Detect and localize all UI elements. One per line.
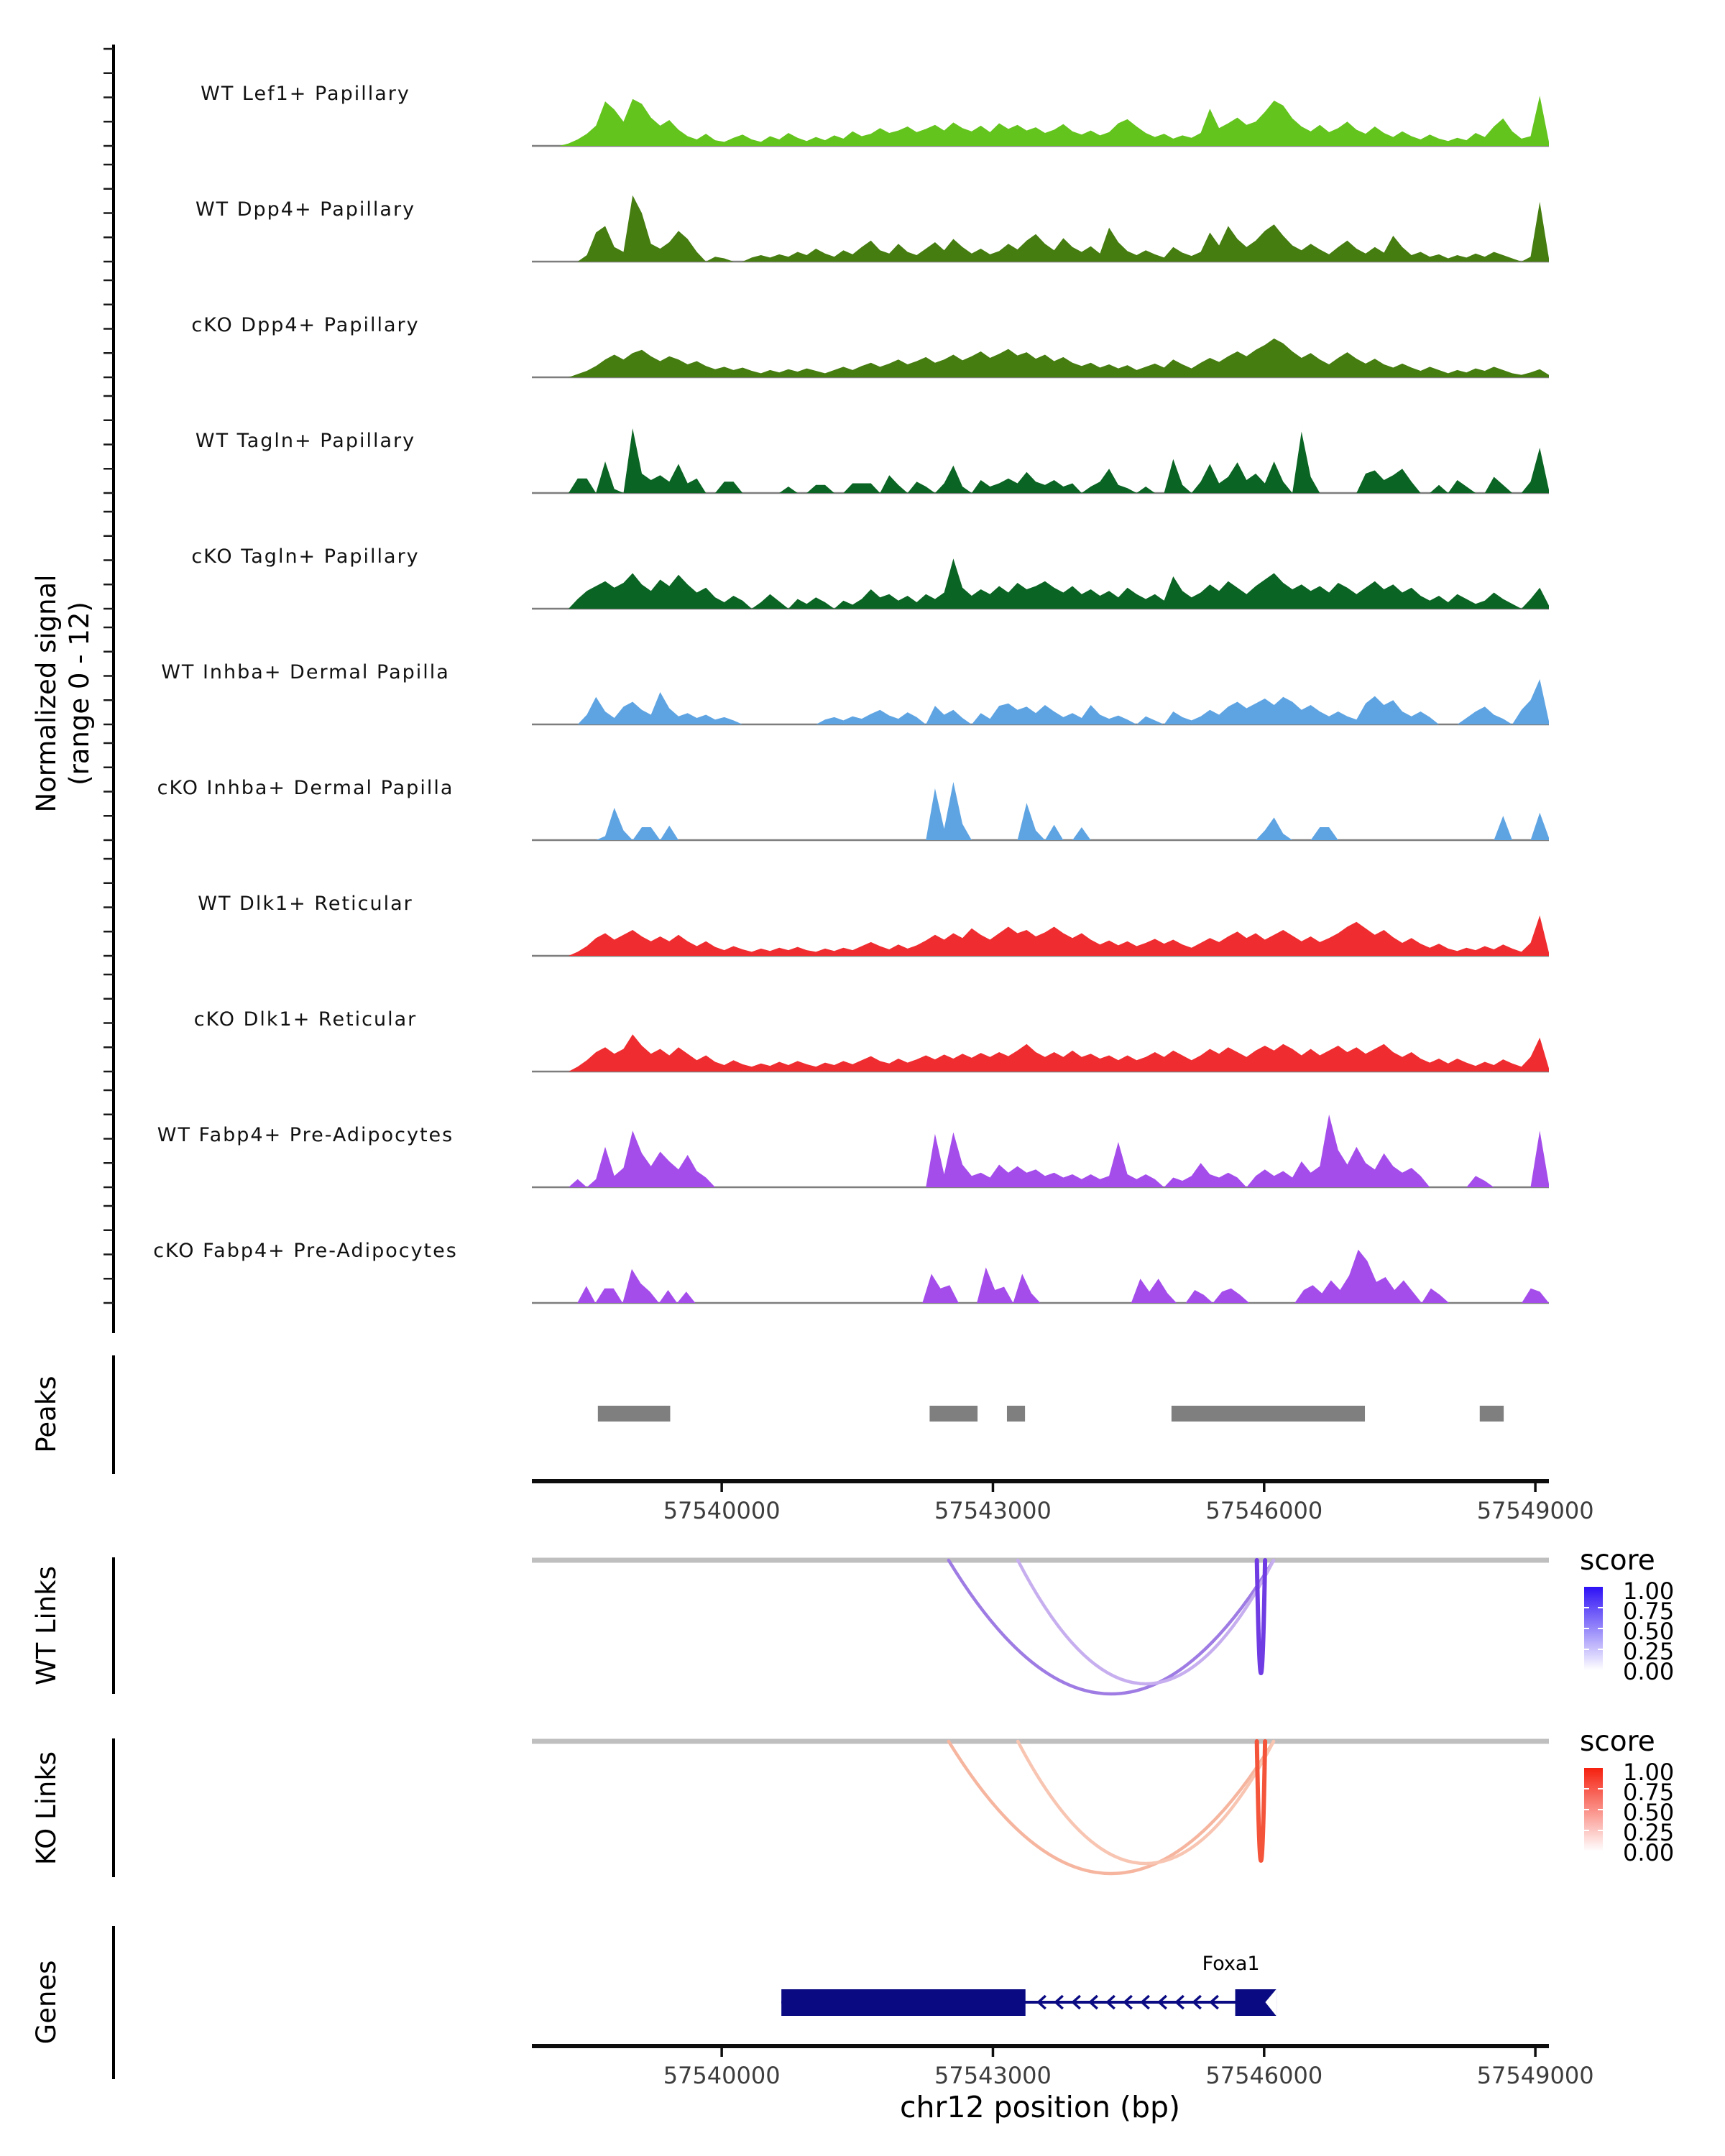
peak-interval <box>929 1406 978 1422</box>
score-legend-tick-label: 0.00 <box>1623 1839 1675 1866</box>
signal-area <box>532 782 1549 840</box>
signal-area <box>532 558 1549 609</box>
track-label: cKO Tagln+ Papillary <box>191 545 420 568</box>
score-legend-tick-label: 0.75 <box>1623 1598 1675 1625</box>
track-label: WT Fabp4+ Pre-Adipocytes <box>157 1124 454 1146</box>
genome-axis-tick-label: 57546000 <box>1205 2062 1323 2089</box>
score-legend-tick-label: 0.75 <box>1623 1779 1675 1806</box>
signal-area <box>532 1115 1549 1187</box>
signal-area <box>532 428 1549 493</box>
signal-area <box>532 916 1549 956</box>
track-label: WT Dpp4+ Papillary <box>195 198 416 221</box>
score-legend-tick-label: 0.00 <box>1623 1658 1675 1685</box>
y-axis-label-line1: Normalized signal <box>31 574 62 813</box>
signal-area <box>532 1250 1549 1303</box>
section-label-ko-links: KO Links <box>30 1751 62 1866</box>
section-label-peaks: Peaks <box>30 1376 62 1453</box>
peak-interval <box>598 1406 671 1422</box>
track-label: cKO Dpp4+ Papillary <box>191 314 420 336</box>
track-label: WT Dlk1+ Reticular <box>198 893 413 915</box>
score-legend-tick-label: 0.50 <box>1623 1799 1675 1826</box>
signal-area <box>532 96 1549 146</box>
track-label: cKO Inhba+ Dermal Papilla <box>157 777 454 799</box>
track-label: WT Tagln+ Papillary <box>195 430 416 452</box>
score-legend-tick-label: 0.25 <box>1623 1638 1675 1665</box>
genome-axis-tick-label: 57543000 <box>934 2062 1052 2089</box>
score-legend-tick-label: 0.50 <box>1623 1618 1675 1645</box>
section-label-genes: Genes <box>30 1960 62 2045</box>
score-legend-tick-label: 1.00 <box>1623 1759 1675 1786</box>
gene-name-label: Foxa1 <box>1202 1953 1260 1975</box>
ko-links-arc <box>1018 1741 1274 1864</box>
track-label: cKO Fabp4+ Pre-Adipocytes <box>153 1240 458 1262</box>
track-label: WT Inhba+ Dermal Papilla <box>161 661 450 683</box>
peak-interval <box>1480 1406 1504 1422</box>
signal-area <box>532 195 1549 262</box>
genome-axis-tick-label: 57549000 <box>1476 2062 1594 2089</box>
wt-links-arc <box>1257 1560 1265 1673</box>
section-label-wt-links: WT Links <box>30 1566 62 1685</box>
genome-axis-tick-label: 57543000 <box>934 1497 1052 1524</box>
gene-exon <box>781 1989 1026 2016</box>
score-legend-tick-label: 0.25 <box>1623 1819 1675 1846</box>
signal-area <box>532 1034 1549 1072</box>
genome-axis-tick-label: 57546000 <box>1205 1497 1323 1524</box>
genome-axis-tick-label: 57540000 <box>663 2062 781 2089</box>
peak-interval <box>1172 1406 1365 1422</box>
genome-axis-tick-label: 57540000 <box>663 1497 781 1524</box>
track-label: WT Lef1+ Papillary <box>201 83 410 105</box>
y-axis-label-line2: (range 0 - 12) <box>64 602 95 786</box>
signal-area <box>532 679 1549 724</box>
score-legend-tick-label: 1.00 <box>1623 1577 1675 1605</box>
track-label: cKO Dlk1+ Reticular <box>193 1008 418 1031</box>
peak-interval <box>1007 1406 1025 1422</box>
wt-links-arc <box>1018 1560 1274 1684</box>
x-axis-label: chr12 position (bp) <box>899 2090 1181 2124</box>
signal-area <box>532 338 1549 377</box>
genome-axis-tick-label: 57549000 <box>1476 1497 1594 1524</box>
score-legend-title: score <box>1580 1544 1655 1577</box>
score-legend-title: score <box>1580 1726 1655 1758</box>
